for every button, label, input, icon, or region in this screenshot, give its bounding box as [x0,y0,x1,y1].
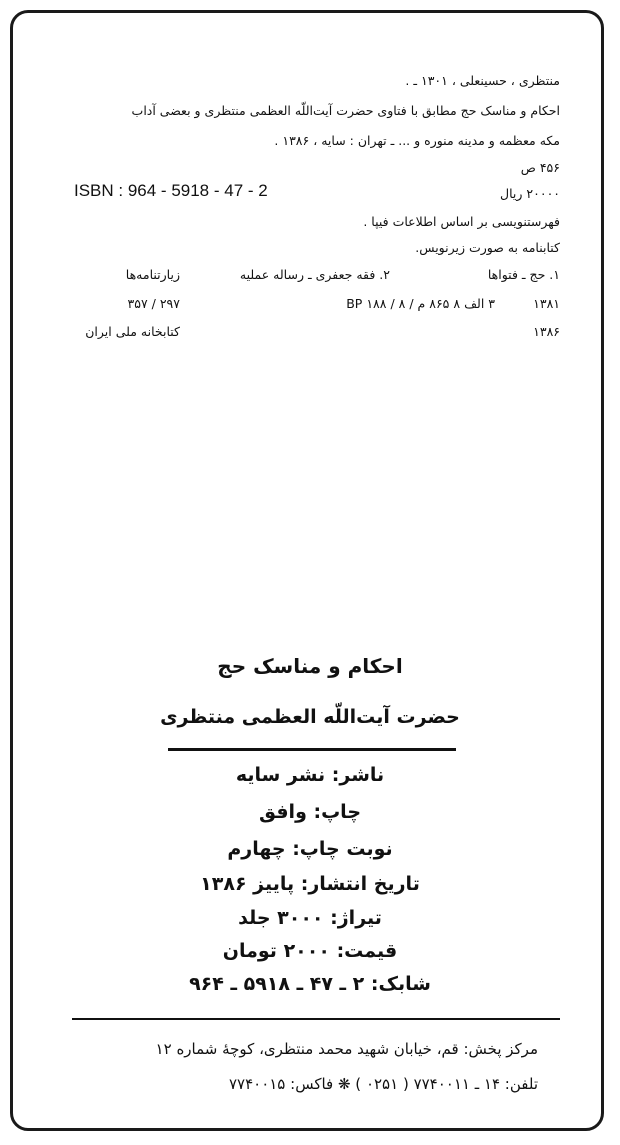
page-border [10,10,604,1131]
cip-library: کتابخانه ملی ایران [85,324,180,339]
cip-note-bibliography: کتابنامه به صورت زیرنویس. [415,240,560,255]
publisher-line: ناشر: نشر سایه [235,764,385,786]
contact-phone-fax: تلفن: ۱۴ ـ ۷۷۴۰۰۱۱ ( ۰۲۵۱ ) ❋ فاکس: ۷۷۴۰۰۱۵ [228,1075,538,1093]
cip-price: ۲۰۰۰۰ ریال [500,186,560,201]
cip-subject-1: ۱. حج ـ فتواها [487,267,560,282]
printer-line: چاپ: وافق [258,801,362,823]
cip-isbn: ISBN : 964 - 5918 - 47 - 2 [74,181,268,200]
cip-title-line1: احکام و مناسک حج مطابق با فتاوی حضرت آیت‌اللّه العظمی منتظری و بعضی آداب [131,103,560,118]
edition-line: نوبت چاپ: چهارم [227,838,393,860]
cip-year-1: ۱۳۸۱ [533,296,560,311]
cip-year-2: ۱۳۸۶ [533,324,560,339]
cip-author: منتظری ، حسینعلی ، ۱۳۰۱ ـ . [405,73,560,88]
cip-title-line2: مکه معظمه و مدینه منوره و ... ـ تهران : سایه ، ۱۳۸۶ . [274,133,560,148]
circulation-line: تیراژ: ۳۰۰۰ جلد [238,907,382,929]
footer-divider [72,1018,560,1020]
book-author: حضرت آیت‌اللّه العظمی منتظری [160,706,460,728]
cip-pages: ۴۵۶ ص [520,160,560,175]
distribution-address: مرکز پخش: قم، خیابان شهید محمد منتظری، کوچهٔ شماره ۱۲ [155,1040,538,1058]
book-title: احکام و مناسک حج [217,654,403,678]
isbn-line: شابک: ۲ ـ ۴۷ ـ ۵۹۱۸ ـ ۹۶۴ [189,973,431,995]
publication-date-line: تاریخ انتشار: پاییز ۱۳۸۶ [200,873,420,895]
cip-dewey: ۲۹۷ / ۳۵۷ [127,296,180,311]
cip-note-fipa: فهرستنویسی بر اساس اطلاعات فیپا . [363,214,560,229]
cip-classification: ۳ الف ۸ ۸۶۵ م / ۸ / ۱۸۸ BP [346,296,495,311]
title-divider [168,748,456,751]
cip-subject-3: زیارتنامه‌ها [125,267,180,282]
cip-subject-2: ۲. فقه جعفری ـ رساله عملیه [239,267,390,282]
price-line: قیمت: ۲۰۰۰ تومان [222,940,398,962]
